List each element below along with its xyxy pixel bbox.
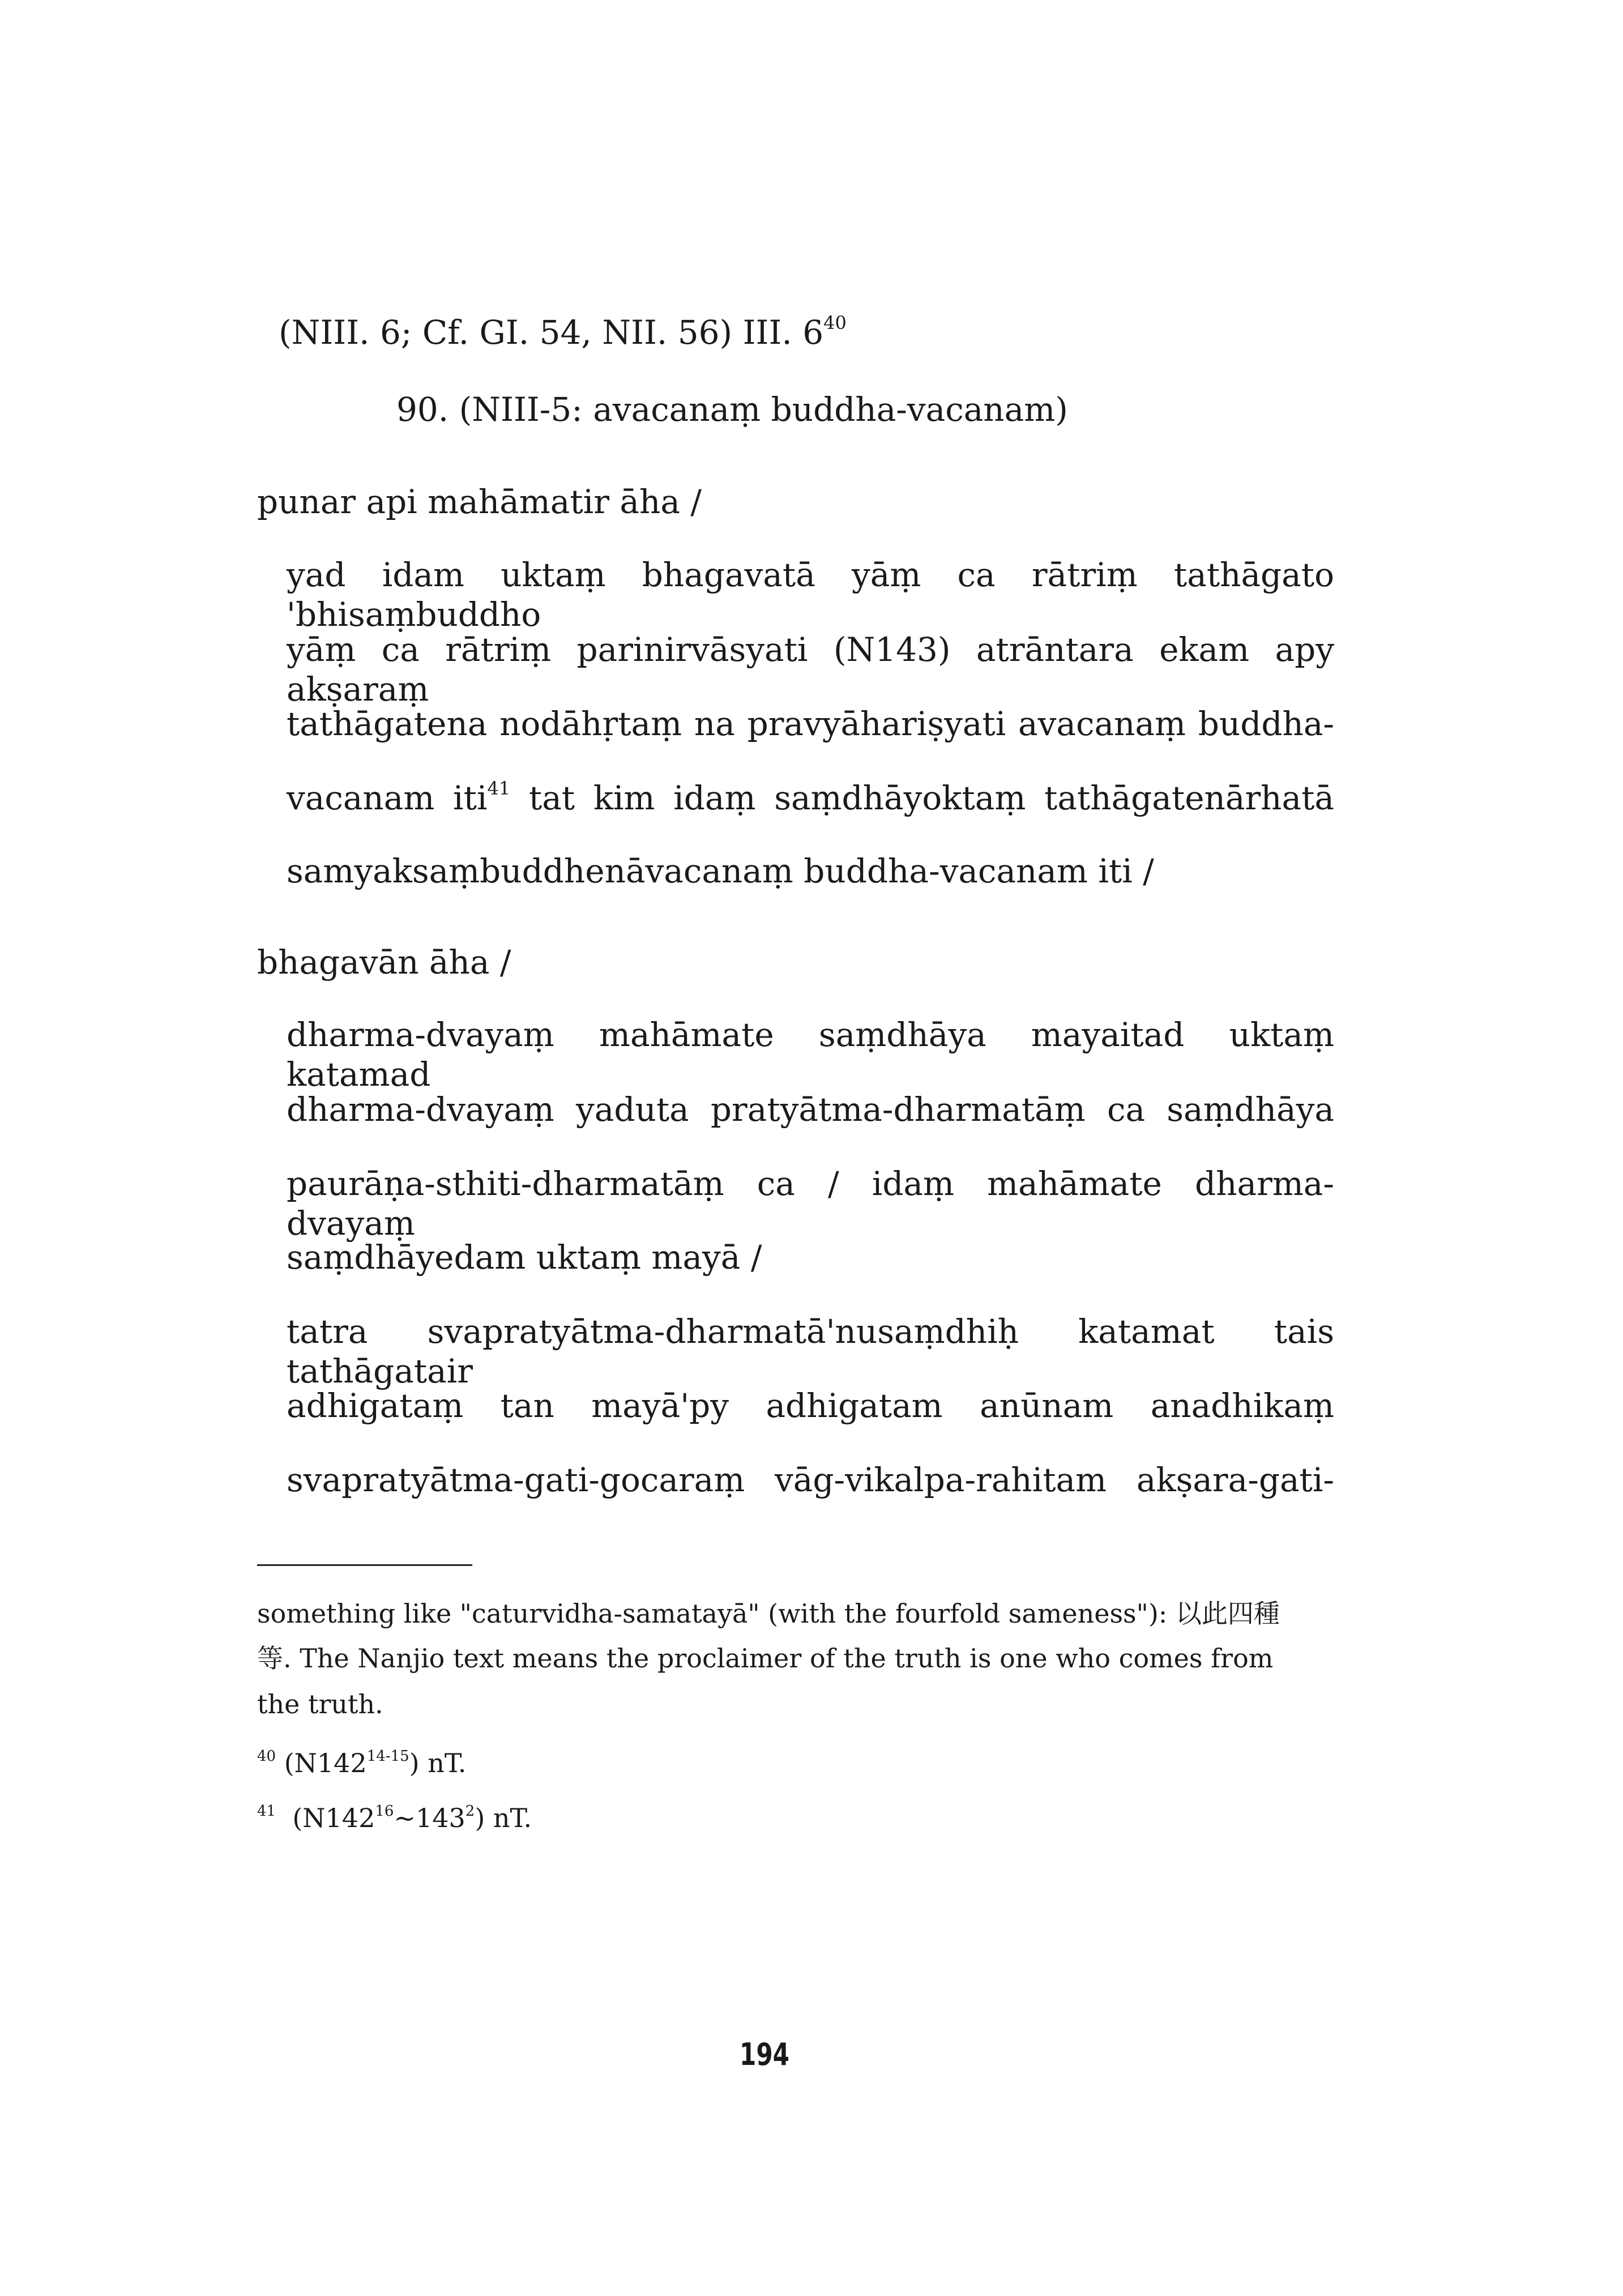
footnote-number: 40 (257, 1748, 276, 1765)
passage-line: paurāṇa-sthiti-dharmatāṃ ca / idaṃ mahāmate dharma-dvayaṃ (287, 1164, 1334, 1243)
footnote-text: (N142 (284, 1748, 367, 1778)
footnote-40 (257, 1747, 466, 1779)
passage-line: adhigataṃ tan mayā'py adhigatam anūnam anadhikaṃ (287, 1386, 1334, 1425)
footnote-superscript: 2 (465, 1803, 475, 1820)
passage-line: yad idam uktaṃ bhagavatā yāṃ ca rātriṃ tathāgato 'bhisaṃbuddho (287, 556, 1334, 634)
reference-superscript: 40 (823, 312, 847, 334)
footnote-continuation-line: 等. The Nanjio text means the proclaimer of the truth is one who comes from (257, 1643, 1274, 1674)
passage-line: dharma-dvayaṃ mahāmate saṃdhāya mayaitad uktaṃ katamad (287, 1015, 1334, 1094)
passage-line: saṃdhāyedam uktaṃ mayā / (287, 1238, 762, 1277)
reference-line (279, 313, 847, 352)
footnote-number: 41 (257, 1803, 276, 1820)
passage-line (287, 778, 1334, 818)
speaker-line: punar api mahāmatir āha / (257, 483, 702, 521)
footnote-text: ) nT. (409, 1748, 467, 1778)
passage-line: tatra svapratyātma-dharmatā'nusaṃdhiḥ katamat tais tathāgatair (287, 1312, 1334, 1390)
footnote-rule (257, 1564, 472, 1566)
passage-line: dharma-dvayaṃ yaduta pratyātma-dharmatāṃ ca saṃdhāya (287, 1090, 1334, 1129)
passage-line: yāṃ ca rātriṃ parinirvāsyati (N143) atrāntara ekam apy akṣaraṃ (287, 630, 1334, 709)
passage-line: samyaksaṃbuddhenāvacanaṃ buddha-vacanam iti / (287, 852, 1154, 890)
footnote-continuation-line: something like "caturvidha-samatayā" (with the fourfold sameness"): 以此四種 (257, 1598, 1280, 1629)
passage-text: vacanam iti (287, 779, 488, 817)
section-title: 90. (NIII-5: avacanaṃ buddha-vacanam) (396, 390, 1068, 429)
footnote-text: ) nT. (475, 1803, 532, 1833)
footnote-superscript: 14-15 (366, 1748, 409, 1765)
footnote-41 (257, 1802, 532, 1834)
footnote-text: (N142 (292, 1803, 375, 1833)
passage-line: svapratyātma-gati-gocaraṃ vāg-vikalpa-rahitam akṣara-gati- (287, 1461, 1334, 1499)
reference-text: (NIII. 6; Cf. GI. 54, NII. 56) III. 6 (279, 313, 824, 352)
footnote-superscript: 16 (375, 1803, 394, 1820)
page-number: 194 (740, 2037, 789, 2072)
passage-line: tathāgatena nodāhṛtaṃ na pravyāhariṣyati avacanaṃ buddha- (287, 705, 1334, 743)
passage-text: tat kim idaṃ saṃdhāyoktaṃ tathāgatenārhatā (510, 779, 1334, 817)
speaker-line: bhagavān āha / (257, 943, 511, 981)
footnote-text: ~143 (394, 1803, 465, 1833)
footnote-marker: 41 (487, 778, 511, 799)
footnote-continuation-line: the truth. (257, 1689, 383, 1719)
